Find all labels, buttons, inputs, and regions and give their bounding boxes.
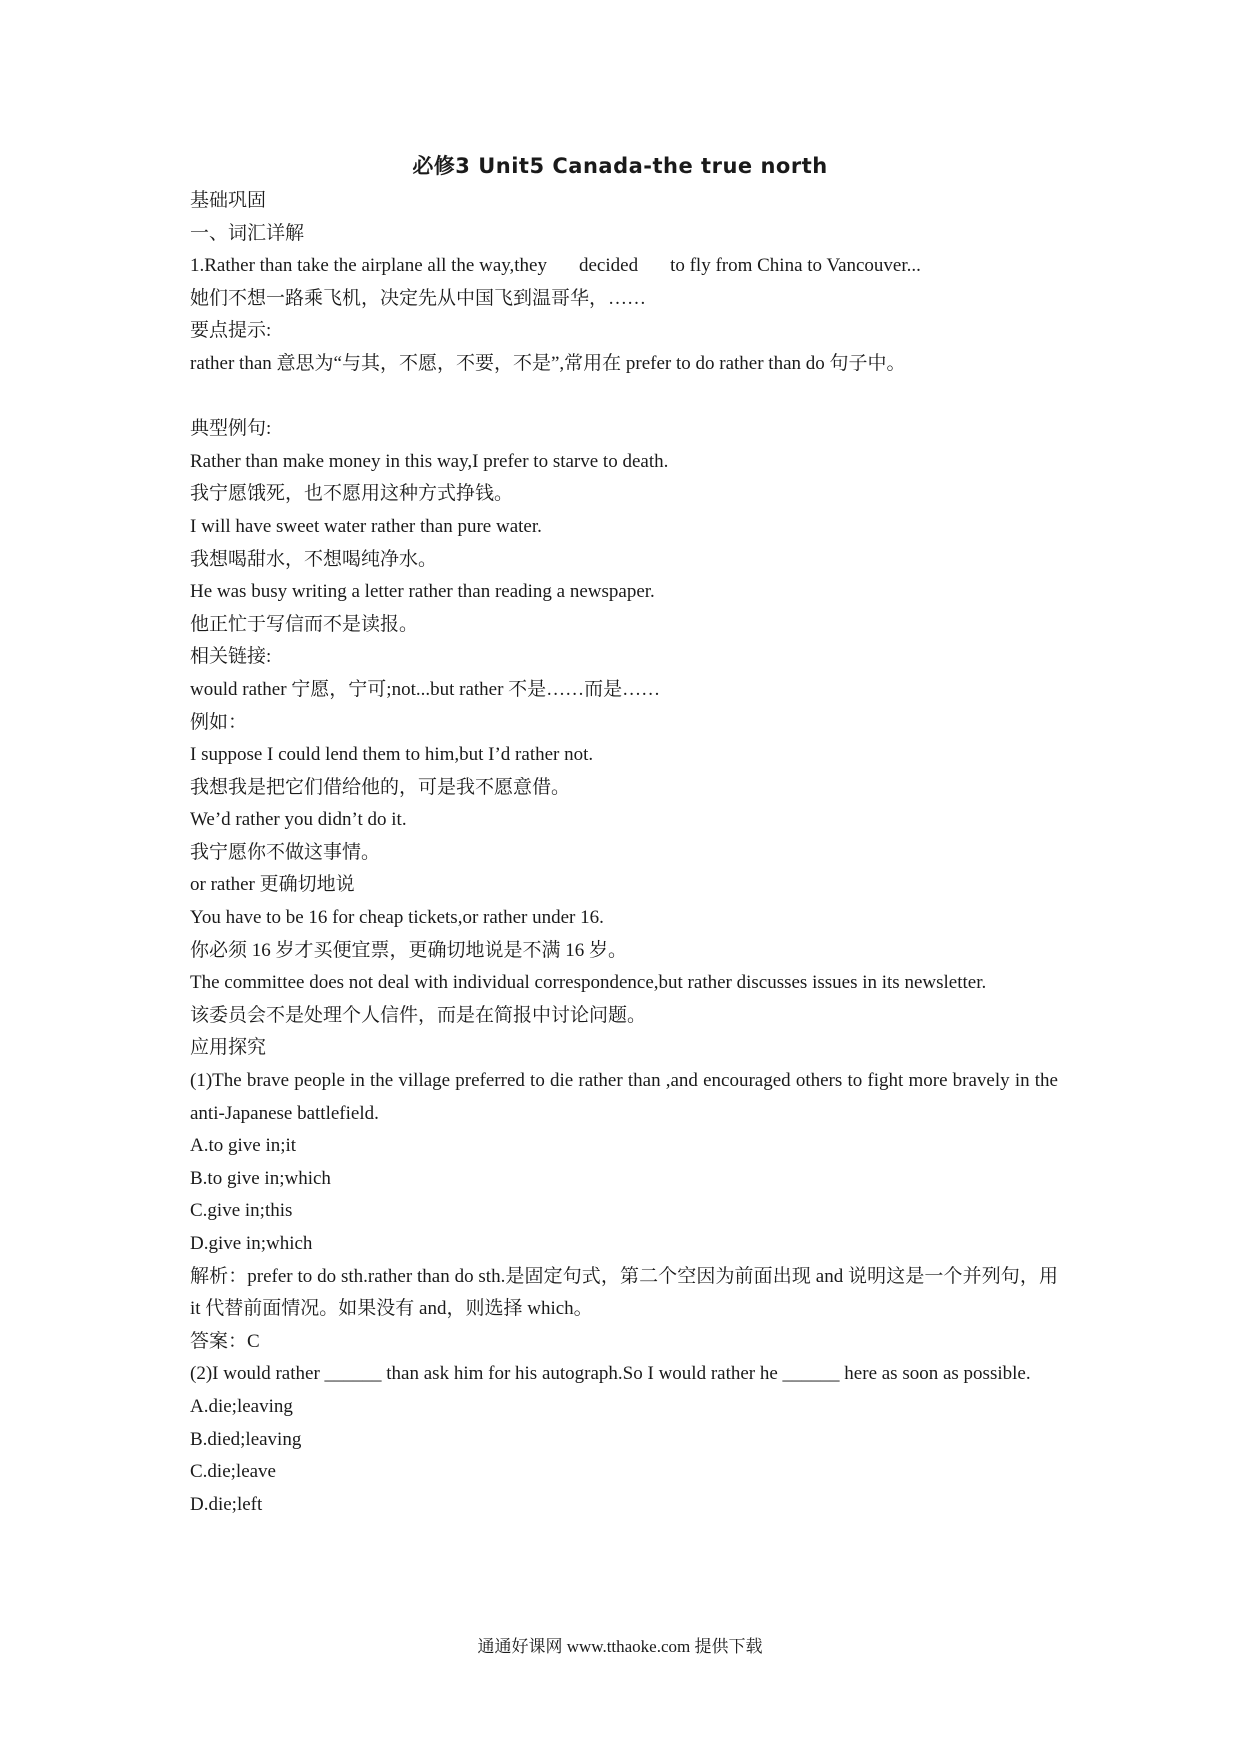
example-sentence: I suppose I could lend them to him,but I’d rather not. — [190, 744, 594, 766]
example-sentence: You have to be 16 for cheap tickets,or rather under 16. — [190, 907, 604, 929]
option-a: A.die;leaving — [190, 1395, 293, 1417]
section-heading: 基础巩固 — [190, 190, 267, 211]
text-segment: to fly from China to Vancouver... — [670, 255, 921, 277]
translation: 她们不想一路乘飞机，决定先从中国飞到温哥华，…… — [190, 287, 647, 309]
section-subheading: 一、词汇详解 — [190, 222, 305, 244]
page-footer: 通通好课网 www.tthaoke.com 提供下载 — [477, 1637, 763, 1656]
example-sentence: I will have sweet water rather than pure water. — [190, 515, 542, 537]
label: 例如： — [190, 711, 248, 733]
explanation: or rather 更确切地说 — [190, 874, 355, 896]
translation: 我想喝甜水，不想喝纯净水。 — [190, 548, 438, 570]
example-sentence: The committee does not deal with individual correspondence,but rather discusses issues in its newsletter. — [190, 972, 987, 994]
label: 要点提示: — [190, 320, 272, 342]
label: 相关链接: — [190, 646, 272, 668]
translation: 我宁愿你不做这事情。 — [190, 841, 381, 863]
translation: 我宁愿饿死，也不愿用这种方式挣钱。 — [190, 483, 514, 505]
option-c: C.give in;this — [190, 1200, 293, 1222]
translation: 该委员会不是处理个人信件，而是在简报中讨论问题。 — [190, 1004, 647, 1026]
translation: 他正忙于写信而不是读报。 — [190, 613, 419, 635]
example-sentence: He was busy writing a letter rather than reading a newspaper. — [190, 581, 655, 603]
question-1: (1)The brave people in the village preferred to die rather than ,and encouraged others to fight more bravely in the anti-Japanese battlefield. — [190, 1070, 1058, 1124]
document-body — [190, 185, 1058, 1521]
explanation: rather than 意思为“与其，不愿，不要，不是”,常用在 prefer to do rather than do 句子中。 — [190, 352, 906, 374]
example-sentence — [190, 250, 1058, 283]
option-b: B.died;leaving — [190, 1428, 302, 1450]
explanation: would rather 宁愿，宁可;not...but rather 不是……而是…… — [190, 678, 661, 700]
text-segment: decided — [578, 255, 639, 277]
option-b: B.to give in;which — [190, 1167, 331, 1189]
option-d: D.give in;which — [190, 1233, 313, 1254]
option-d: D.die;left — [190, 1493, 263, 1515]
translation: 我想我是把它们借给他的，可是我不愿意借。 — [190, 776, 571, 798]
example-sentence: We’d rather you didn’t do it. — [190, 809, 407, 831]
analysis: 解析：prefer to do sth.rather than do sth.是固定句式，第二个空因为前面出现 and 说明这是一个并列句，用 it 代替前面情况。如果没有 and，则选择 which。 — [190, 1265, 1058, 1320]
section-heading: 应用探究 — [190, 1037, 267, 1059]
text-segment: 1.Rather than take the airplane all the way,they — [190, 255, 547, 277]
page-title: 必修3 Unit5 Canada-the true north — [412, 154, 828, 178]
question-2: (2)I would rather ______ than ask him for his autograph.So I would rather he ______ here as soon as possible. — [190, 1363, 1031, 1385]
option-a: A.to give in;it — [190, 1135, 297, 1157]
option-c: C.die;leave — [190, 1461, 276, 1483]
translation: 你必须 16 岁才买便宜票，更确切地说是不满 16 岁。 — [190, 939, 628, 961]
answer: 答案：C — [190, 1330, 260, 1352]
label: 典型例句: — [190, 418, 272, 440]
example-sentence: Rather than make money in this way,I prefer to starve to death. — [190, 450, 669, 472]
